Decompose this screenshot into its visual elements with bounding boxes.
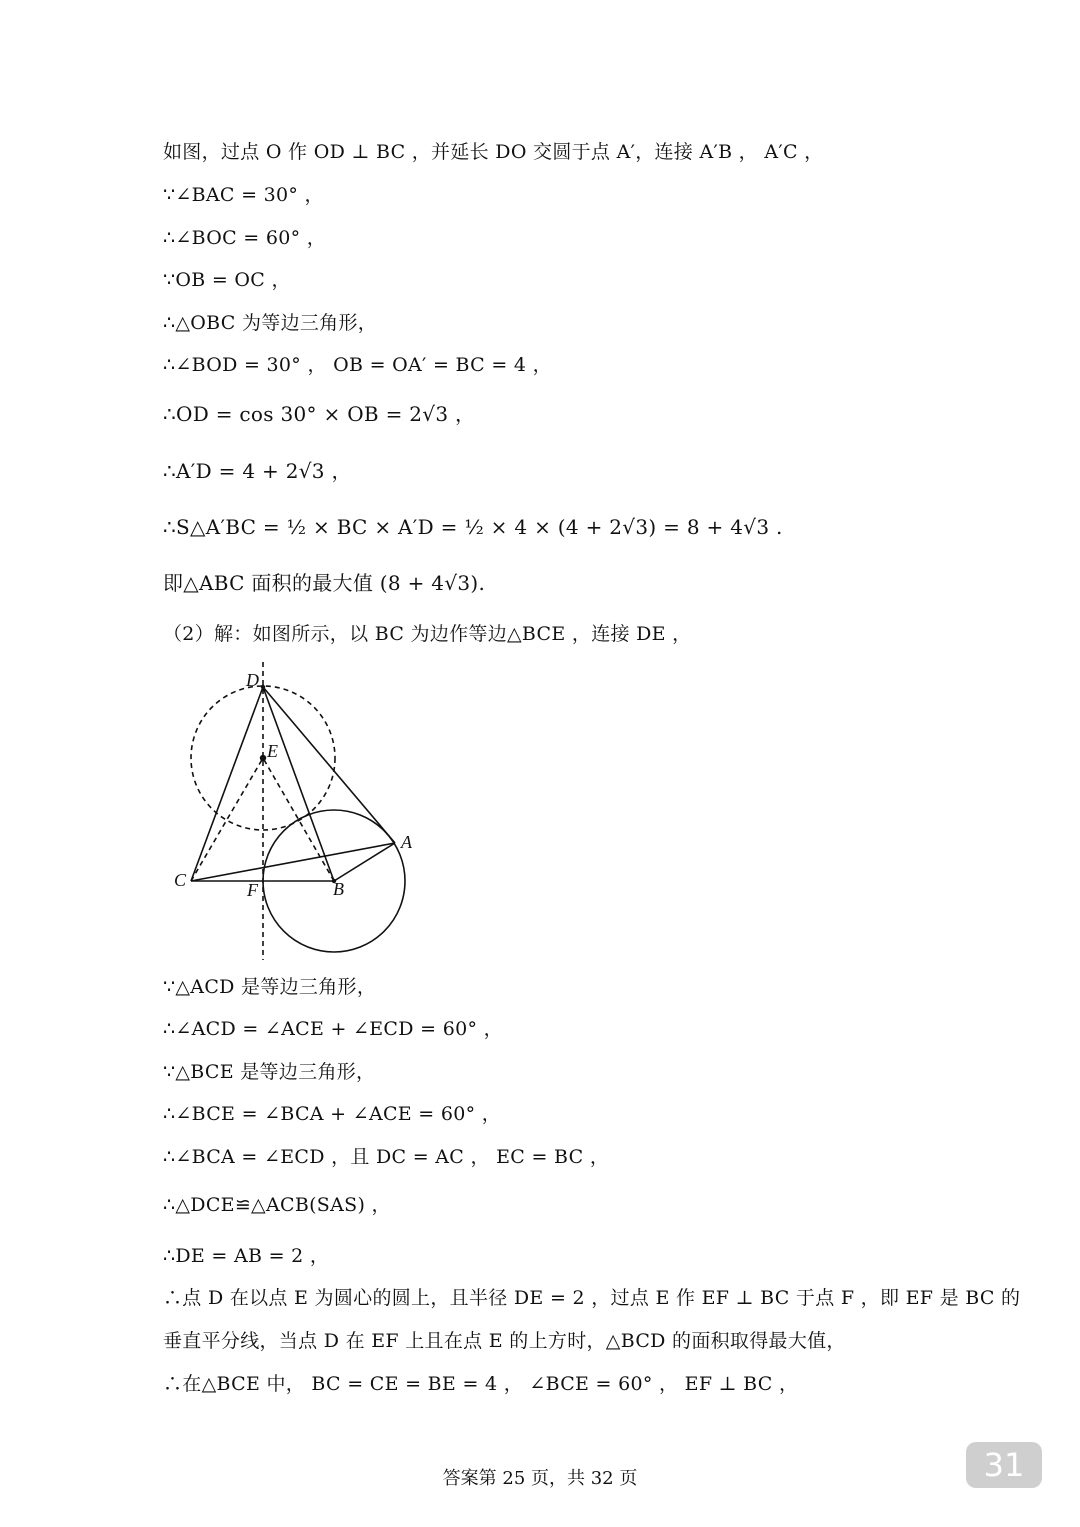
label-a: A (401, 832, 412, 852)
geometry-figure (163, 660, 425, 960)
text-line-17: ∴△DCE≌△ACB(SAS) ， (163, 1194, 391, 1216)
label-b: B (333, 879, 344, 899)
text-line-18: ∴DE = AB = 2 ， (163, 1245, 330, 1267)
text-line-19: ∴点 D 在以点 E 为圆心的圆上，且半径 DE = 2 ，过点 E 作 EF ⊥ BC 于点 F ，即 EF 是 BC 的 (163, 1287, 1021, 1309)
label-f: F (247, 880, 258, 900)
text-line-9: ∴S△A′BC = ½ × BC × A′D = ½ × 4 × (4 + 2√3) = 8 + 4√3 . (163, 515, 783, 539)
text-line-1: 如图，过点 O 作 OD ⊥ BC ，并延长 DO 交圆于点 A′，连接 A′B ， A′C ， (163, 141, 824, 163)
text-line-11: （2）解：如图所示，以 BC 为边作等边△BCE ，连接 DE ， (163, 623, 692, 645)
point-d (261, 685, 265, 689)
page-number-badge: 31 (966, 1442, 1042, 1488)
text-line-8: ∴A′D = 4 + 2√3 ， (163, 459, 352, 483)
text-line-7: ∴OD = cos 30° × OB = 2√3 ， (163, 402, 476, 426)
text-line-21: ∴在△BCE 中， BC = CE = BE = 4 ， ∠BCE = 60° ， EF ⊥ BC ， (163, 1373, 799, 1395)
text-line-10: 即△ABC 面积的最大值 (8 + 4√3). (163, 571, 486, 595)
text-line-14: ∵△BCE 是等边三角形， (163, 1061, 376, 1083)
text-line-13: ∴∠ACD = ∠ACE + ∠ECD = 60° ， (163, 1018, 503, 1040)
text-line-16: ∴∠BCA = ∠ECD ，且 DC = AC ， EC = BC ， (163, 1146, 610, 1168)
label-d: D (246, 670, 259, 690)
text-line-3: ∴∠BOC = 60° ， (163, 227, 327, 249)
segment-db (263, 687, 334, 881)
segment-ce (191, 758, 263, 881)
page-footer: 答案第 25 页，共 32 页 (442, 1468, 638, 1489)
text-line-5: ∴△OBC 为等边三角形， (163, 312, 378, 334)
text-line-4: ∵OB = OC ， (163, 269, 291, 291)
text-line-6: ∴∠BOD = 30° ， OB = OA′ = BC = 4 ， (163, 354, 552, 376)
text-line-15: ∴∠BCE = ∠BCA + ∠ACE = 60° ， (163, 1103, 502, 1125)
text-line-2: ∵∠BAC = 30° ， (163, 184, 324, 206)
geometry-diagram (163, 660, 425, 960)
point-e (260, 755, 266, 761)
segment-da (263, 687, 395, 843)
segment-dc (191, 687, 263, 881)
text-line-12: ∵△ACD 是等边三角形， (163, 976, 377, 998)
label-c: C (174, 870, 187, 890)
label-e: E (267, 741, 278, 761)
text-line-20: 垂直平分线，当点 D 在 EF 上且在点 E 的上方时，△BCD 的面积取得最大值， (163, 1330, 846, 1352)
